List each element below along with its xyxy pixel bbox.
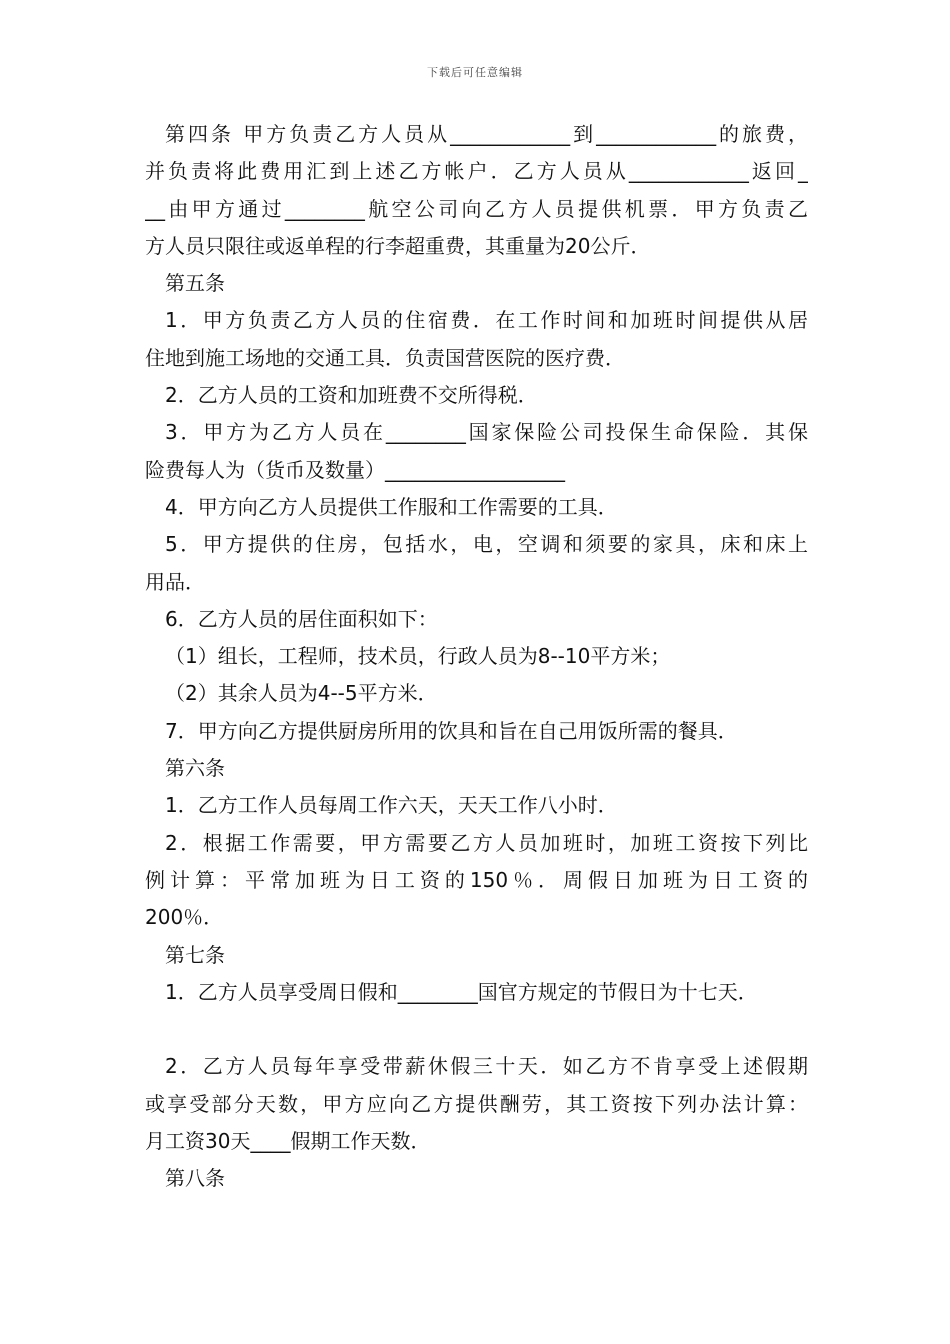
text-line: 3．甲方为乙方人员在________国家保险公司投保生命保险．其保 (165, 420, 808, 445)
text-line: 2．乙方人员的工资和加班费不交所得税． (165, 383, 538, 408)
text-line: 或享受部分天数，甲方应向乙方提供酬劳，其工资按下列办法计算： (145, 1091, 808, 1116)
text-line: （1）组长，工程师，技术员，行政人员为8--10平方米； (165, 644, 671, 669)
text-line: 6．乙方人员的居住面积如下： (165, 606, 438, 631)
section-heading: 第五条 (165, 271, 225, 296)
text-line: 1．甲方负责乙方人员的住宿费．在工作时间和加班时间提供从居 (165, 308, 808, 333)
text-line: 月工资30天____假期工作天数． (145, 1129, 431, 1154)
text-line: 1．乙方工作人员每周工作六天，天天工作八小时． (165, 793, 618, 818)
blank-line (145, 1011, 808, 1048)
text-line: 用品． (145, 569, 205, 594)
text-line: 5．甲方提供的住房，包括水，电，空调和须要的家具，床和床上 (165, 532, 808, 557)
text-line: 2．乙方人员每年享受带薪休假三十天．如乙方不肯享受上述假期 (165, 1054, 808, 1079)
document-body (145, 116, 808, 1198)
text-line: 第四条 甲方负责乙方人员从____________到____________的旅费， (165, 122, 808, 146)
section-heading: 第八条 (165, 1166, 225, 1191)
text-line: 7．甲方向乙方提供厨房所用的饮具和旨在自己用饭所需的餐具． (165, 718, 738, 743)
text-line: 1．乙方人员享受周日假和________国官方规定的节假日为十七天． (165, 979, 758, 1004)
text-line: 2．根据工作需要，甲方需要乙方人员加班时，加班工资按下列比 (165, 830, 808, 855)
text-line: 200％． (145, 905, 224, 930)
text-line: __由甲方通过________航空公司向乙方人员提供机票．甲方负责乙 (145, 196, 808, 221)
text-line: （2）其余人员为4--5平方米． (165, 681, 438, 706)
text-line: 方人员只限往或返单程的行李超重费，其重量为20公斤． (145, 233, 651, 258)
section-heading: 第六条 (165, 756, 225, 781)
text-line: 住地到施工场地的交通工具．负责国营医院的医疗费． (145, 345, 625, 370)
text-line: 4．甲方向乙方人员提供工作服和工作需要的工具． (165, 494, 618, 519)
section-heading: 第七条 (165, 942, 225, 967)
text-line: 险费每人为（货币及数量）__________________ (145, 457, 565, 482)
text-line: 并负责将此费用汇到上述乙方帐户．乙方人员从____________返回_ (145, 159, 808, 184)
text-line: 例计算：平常加班为日工资的150％．周假日加班为日工资的 (145, 867, 808, 892)
page-header: 下载后可任意编辑 (427, 66, 523, 79)
